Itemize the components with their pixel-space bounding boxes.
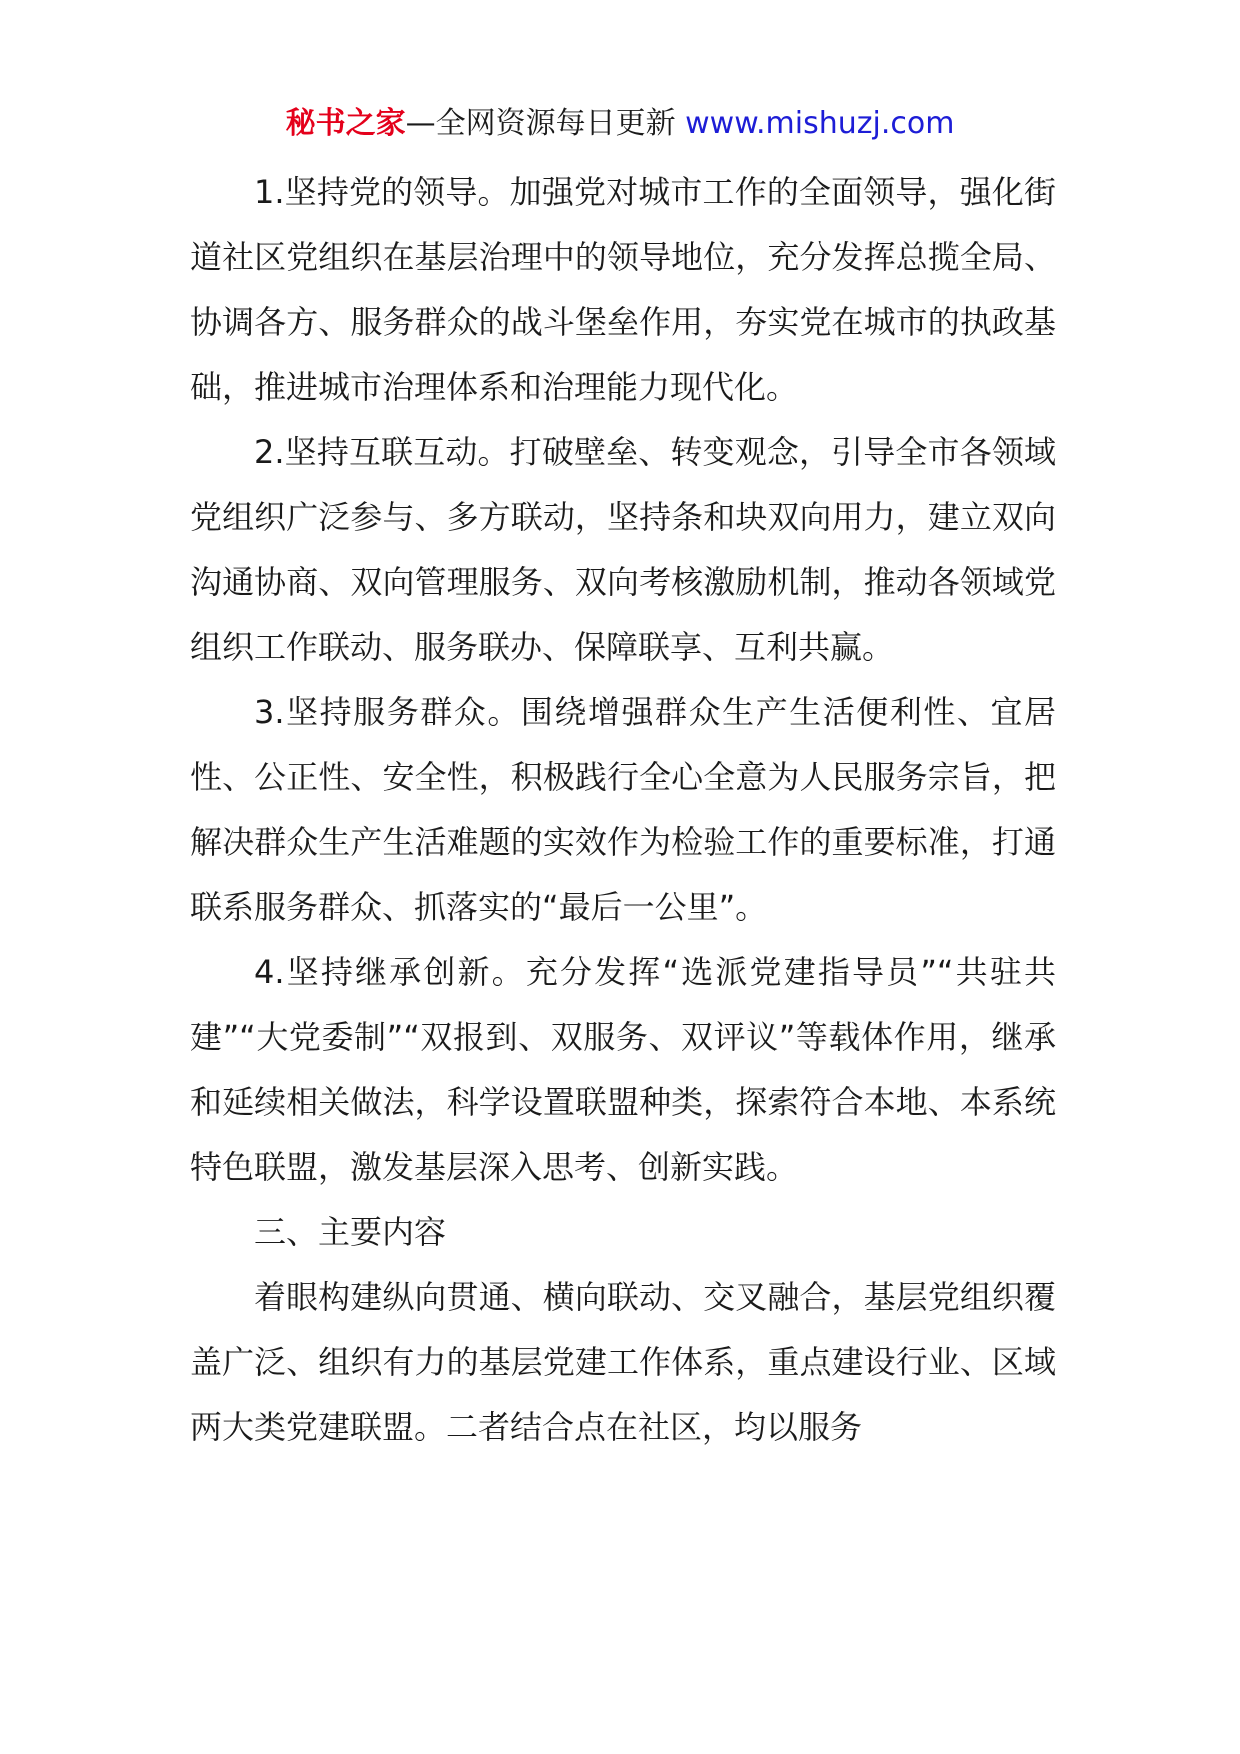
site-url-link[interactable]: www.mishuzj.com: [685, 106, 955, 141]
paragraph-principle-3: 3.坚持服务群众。围绕增强群众生产生活便利性、宜居性、公正性、安全性，积极践行全心全意为人民服务宗旨，把解决群众生产生活难题的实效作为检验工作的重要标准，打通联系服务群众、抓落实的“最后一公里”。: [190, 693, 1056, 926]
site-header: [0, 98, 1240, 150]
paragraph-principle-4: 4.坚持继承创新。充分发挥“选派党建指导员”“共驻共建”“大党委制”“双报到、双服务、双评议”等载体作用，继承和延续相关做法，科学设置联盟种类，探索符合本地、本系统特色联盟，激发基层深入思考、创新实践。: [190, 953, 1056, 1186]
paragraph-main-content: 着眼构建纵向贯通、横向联动、交叉融合，基层党组织覆盖广泛、组织有力的基层党建工作体系，重点建设行业、区域两大类党建联盟。二者结合点在社区，均以服务: [190, 1278, 1056, 1446]
header-tagline: —全网资源每日更新: [405, 106, 676, 141]
section-heading: 三、主要内容: [254, 1213, 447, 1251]
brand-name: 秘书之家: [285, 106, 406, 141]
paragraph-principle-1: 1.坚持党的领导。加强党对城市工作的全面领导，强化街道社区党组织在基层治理中的领导地位，充分发挥总揽全局、协调各方、服务群众的战斗堡垒作用，夯实党在城市的执政基础，推进城市治理体系和治理能力现代化。: [190, 173, 1056, 406]
paragraph-principle-2: 2.坚持互联互动。打破壁垒、转变观念，引导全市各领域党组织广泛参与、多方联动，坚持条和块双向用力，建立双向沟通协商、双向管理服务、双向考核激励机制，推动各领域党组织工作联动、服务联办、保障联享、互利共赢。: [190, 433, 1056, 666]
document-body: [190, 160, 1056, 1460]
